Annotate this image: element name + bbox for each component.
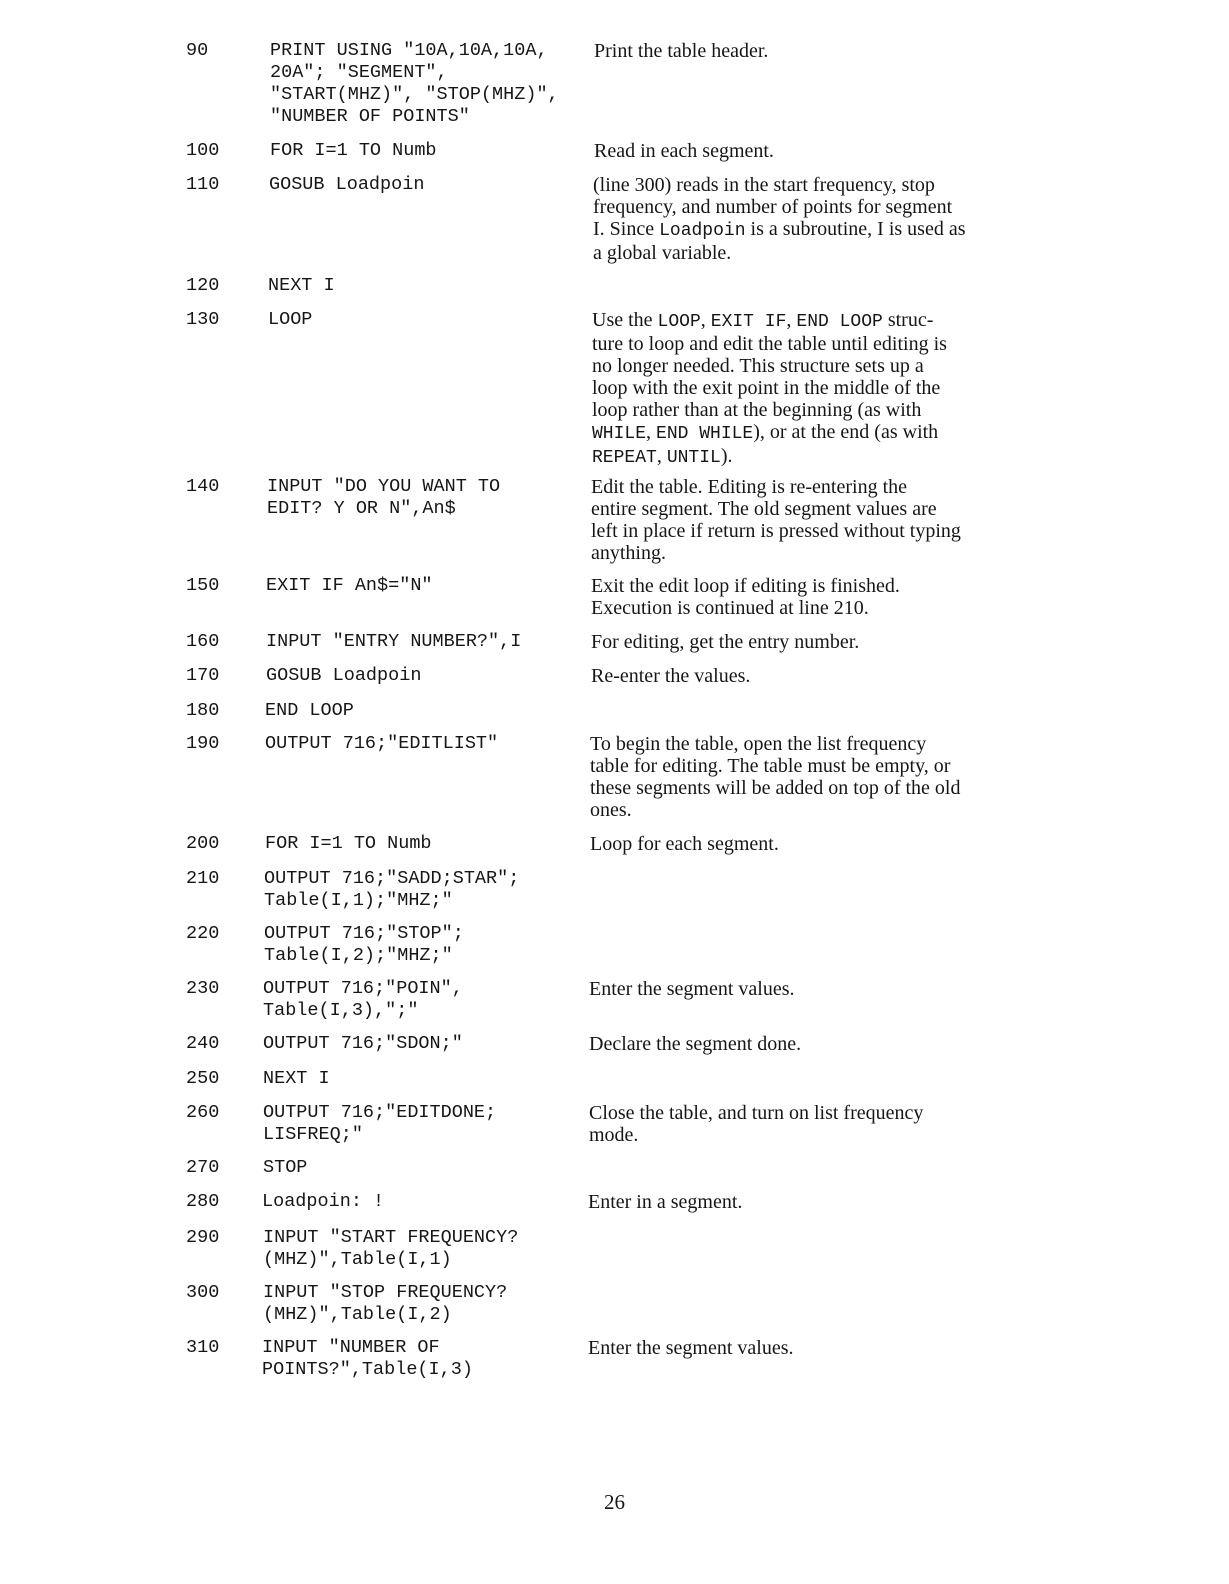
code-statement [270, 140, 590, 162]
code-statement [268, 309, 588, 331]
code-line: LISFREQ;" [263, 1124, 363, 1145]
description-line: these segments will be added on top of the old [590, 777, 961, 799]
line-number: 100 [186, 140, 220, 161]
code-line: 20A"; "SEGMENT", [270, 62, 448, 83]
description-line: no longer needed. This structure sets up a [592, 355, 924, 377]
code-keyword: END WHILE [656, 424, 754, 444]
code-line: OUTPUT 716;"STOP"; [264, 923, 464, 944]
code-line: (MHZ)",Table(I,1) [263, 1249, 452, 1270]
code-statement [263, 1102, 583, 1146]
line-number: 300 [186, 1282, 220, 1303]
line-number: 90 [186, 40, 209, 61]
description-line: I. Since Loadpoin is a subroutine, I is used as [593, 218, 966, 241]
description [592, 309, 1012, 469]
line-number: 130 [186, 309, 220, 330]
code-keyword: EXIT IF [710, 312, 787, 332]
line-number: 160 [186, 631, 220, 652]
line-number: 210 [186, 868, 220, 889]
code-statement [265, 733, 585, 755]
code-statement [263, 1282, 583, 1326]
code-line: OUTPUT 716;"SADD;STAR"; [264, 868, 520, 889]
code-statement [263, 1227, 583, 1271]
line-number: 270 [186, 1157, 220, 1178]
line-number: 170 [186, 665, 220, 686]
code-line: STOP [263, 1157, 308, 1178]
description-line: To begin the table, open the list frequency [590, 733, 927, 755]
description-line: Read in each segment. [594, 140, 774, 162]
code-line: OUTPUT 716;"EDITDONE; [263, 1102, 497, 1123]
code-line: "NUMBER OF POINTS" [270, 106, 470, 127]
code-statement [263, 1157, 583, 1179]
code-line: END LOOP [265, 700, 354, 721]
code-statement [266, 631, 586, 653]
line-number: 260 [186, 1102, 220, 1123]
line-number: 150 [186, 575, 220, 596]
code-line: GOSUB Loadpoin [269, 174, 425, 195]
line-number: 220 [186, 923, 220, 944]
description-line: loop with the exit point in the middle of the [592, 377, 941, 399]
description [590, 833, 1010, 855]
code-line: FOR I=1 TO Numb [270, 140, 437, 161]
description [591, 476, 1011, 564]
code-line: Loadpoin: ! [262, 1191, 385, 1212]
code-line: Table(I,1);"MHZ;" [264, 890, 453, 911]
description-line: WHILE, END WHILE), or at the end (as with [592, 421, 939, 444]
description [591, 575, 1011, 619]
line-number: 280 [186, 1191, 220, 1212]
code-keyword: REPEAT [592, 448, 657, 468]
code-line: OUTPUT 716;"POIN", [263, 978, 463, 999]
code-line: FOR I=1 TO Numb [265, 833, 432, 854]
description [593, 174, 1013, 264]
description-line: ture to loop and edit the table until editing is [592, 333, 947, 355]
description-line: Print the table header. [594, 40, 769, 62]
description-line: Exit the edit loop if editing is finished. [591, 575, 900, 597]
description-line: Re-enter the values. [591, 665, 751, 687]
description-line: frequency, and number of points for segment [593, 196, 953, 218]
description [589, 1102, 1009, 1146]
description-line: loop rather than at the beginning (as with [592, 399, 922, 421]
line-number: 290 [186, 1227, 220, 1248]
description-line: table for editing. The table must be empty, or [590, 755, 951, 777]
code-line: NEXT I [263, 1068, 330, 1089]
code-line: LOOP [268, 309, 313, 330]
code-statement [265, 833, 585, 855]
description [594, 140, 1014, 162]
description-line: (line 300) reads in the start frequency, stop [593, 174, 935, 196]
code-line: GOSUB Loadpoin [266, 665, 422, 686]
description-line: entire segment. The old segment values are [591, 498, 937, 520]
code-line: INPUT "STOP FREQUENCY? [263, 1282, 508, 1303]
code-line: EXIT IF An$="N" [266, 575, 433, 596]
description-line: left in place if return is pressed without typing [591, 520, 961, 542]
description-line: Enter the segment values. [589, 978, 795, 1000]
code-line: (MHZ)",Table(I,2) [263, 1304, 452, 1325]
code-statement [265, 700, 585, 722]
code-line: OUTPUT 716;"SDON;" [263, 1033, 463, 1054]
code-statement [268, 275, 588, 297]
description [589, 978, 1009, 1000]
code-statement [269, 174, 589, 196]
code-line: PRINT USING "10A,10A,10A, [270, 40, 548, 61]
description-line: For editing, get the entry number. [591, 631, 860, 653]
code-line: POINTS?",Table(I,3) [262, 1359, 473, 1380]
description [589, 1033, 1009, 1055]
description-line: a global variable. [593, 242, 732, 264]
code-statement [264, 868, 584, 912]
line-number: 120 [186, 275, 220, 296]
code-line: "START(MHZ)", "STOP(MHZ)", [270, 84, 559, 105]
code-keyword: END LOOP [796, 312, 883, 332]
line-number: 240 [186, 1033, 220, 1054]
description-line: ones. [590, 799, 632, 821]
description [588, 1191, 1008, 1213]
description [588, 1337, 1008, 1359]
line-number: 140 [186, 476, 220, 497]
line-number: 250 [186, 1068, 220, 1089]
code-statement [266, 575, 586, 597]
description-line: REPEAT, UNTIL). [592, 445, 733, 468]
code-statement [267, 476, 587, 520]
description-line: Edit the table. Editing is re-entering the [591, 476, 908, 498]
code-line: NEXT I [268, 275, 335, 296]
description [591, 665, 1011, 687]
page-number: 26 [604, 1490, 625, 1514]
description [594, 40, 1014, 62]
code-line: INPUT "DO YOU WANT TO [267, 476, 501, 497]
description-line: Close the table, and turn on list frequency [589, 1102, 924, 1124]
code-statement [262, 1337, 582, 1381]
code-line: OUTPUT 716;"EDITLIST" [265, 733, 499, 754]
code-statement [266, 665, 586, 687]
code-statement [263, 1068, 583, 1090]
code-line: INPUT "ENTRY NUMBER?",I [266, 631, 522, 652]
code-line: INPUT "START FREQUENCY? [263, 1227, 519, 1248]
code-line: Table(I,2);"MHZ;" [264, 945, 453, 966]
description [591, 631, 1011, 653]
code-statement [263, 1033, 583, 1055]
description-line: Enter in a segment. [588, 1191, 743, 1213]
code-keyword: UNTIL [666, 448, 721, 468]
code-statement [264, 923, 584, 967]
description-line: Enter the segment values. [588, 1337, 794, 1359]
line-number: 230 [186, 978, 220, 999]
line-number: 180 [186, 700, 220, 721]
description [590, 733, 1010, 821]
code-keyword: LOOP [657, 312, 701, 332]
line-number: 310 [186, 1337, 220, 1358]
code-line: Table(I,3),";" [263, 1000, 419, 1021]
line-number: 200 [186, 833, 220, 854]
description-line: anything. [591, 542, 666, 564]
line-number: 110 [186, 174, 220, 195]
code-line: INPUT "NUMBER OF [262, 1337, 440, 1358]
description-line: Loop for each segment. [590, 833, 779, 855]
description-line: Use the LOOP, EXIT IF, END LOOP struc- [592, 309, 934, 332]
description-line: Execution is continued at line 210. [591, 597, 869, 619]
code-statement [263, 978, 583, 1022]
description-line: mode. [589, 1124, 639, 1146]
code-statement [262, 1191, 582, 1213]
description-line: Declare the segment done. [589, 1033, 802, 1055]
line-number: 190 [186, 733, 220, 754]
code-keyword: WHILE [592, 424, 647, 444]
code-statement [270, 40, 590, 128]
code-line: EDIT? Y OR N",An$ [267, 498, 456, 519]
code-keyword: Loadpoin [659, 221, 746, 241]
